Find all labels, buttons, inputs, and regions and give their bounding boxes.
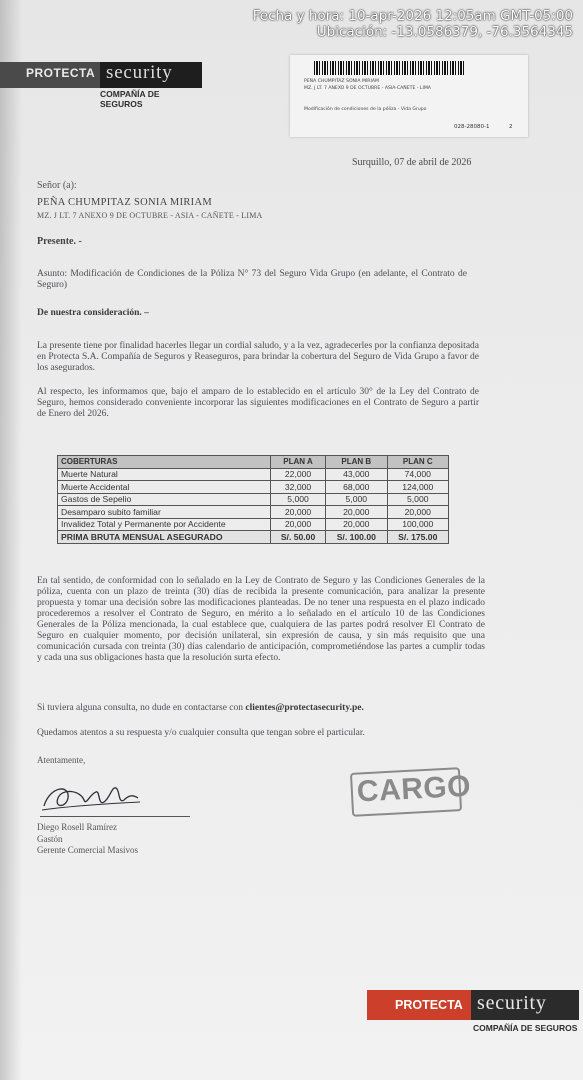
page-shadow: [0, 0, 22, 1080]
plan-a-value: 32,000: [271, 481, 326, 494]
table-row: [58, 468, 449, 481]
coverage-name: Desamparo subito familiar: [58, 506, 271, 519]
signer-role-1: Gastón: [37, 833, 63, 844]
company-logo-header: [0, 62, 202, 109]
coverage-name: Muerte Accidental: [58, 481, 271, 494]
table-row: [58, 493, 449, 506]
signature-line: [40, 816, 190, 817]
table-row: [58, 506, 449, 519]
coverage-name: Muerte Natural: [58, 468, 271, 481]
premium-plan-b: S/. 100.00: [326, 531, 387, 544]
sticker-num: 2: [509, 124, 513, 130]
footer-logo-subtitle: COMPAÑÍA DE SEGUROS: [473, 1023, 578, 1033]
plan-c-value: 74,000: [387, 468, 448, 481]
plan-b-value: 5,000: [326, 493, 387, 506]
letter-date: Surquillo, 07 de abril de 2026: [352, 157, 472, 168]
sticker-code: 028-28080-1: [454, 124, 490, 130]
table-row: [58, 481, 449, 494]
plan-b-value: 20,000: [326, 506, 387, 519]
closing-text: Atentamente,: [37, 755, 86, 765]
total-label: PRIMA BRUTA MENSUAL ASEGURADO: [58, 531, 271, 544]
logo-protecta-text: PROTECTA: [26, 66, 96, 80]
contact-email-link[interactable]: clientes@protectasecurity.pe.: [245, 703, 364, 713]
coverage-table: [57, 455, 449, 544]
plan-b-value: 20,000: [326, 518, 387, 531]
coverage-name: Gastos de Sepelio: [58, 493, 271, 506]
cargo-stamp: [350, 767, 472, 817]
plan-a-value: 5,000: [271, 493, 326, 506]
plan-c-value: 20,000: [387, 506, 448, 519]
sticker-line1: PEÑA CHUMPITAZ SONIA MIRIAM: [304, 79, 379, 84]
table-total-row: [58, 531, 449, 544]
signer-name: Diego Rosell Ramírez: [37, 822, 117, 832]
signer-block: [37, 822, 138, 857]
coverage-name: Invalidez Total y Permanente por Accidente: [58, 518, 271, 531]
plan-a-value: 22,000: [271, 468, 326, 481]
footer-logo-protecta-text: PROTECTA: [395, 998, 463, 1012]
logo-security-text: security: [106, 62, 173, 83]
contact-text: Si tuviera alguna consulta, no dude en contactarse con: [37, 703, 246, 713]
footer-logo-security-text: security: [477, 992, 547, 1014]
photo-timestamp-overlay: [253, 8, 573, 40]
addressee-name: PEÑA CHUMPITAZ SONIA MIRIAM: [37, 197, 212, 208]
plan-c-value: 124,000: [387, 481, 448, 494]
salutation: De nuestra consideración. –: [37, 308, 149, 318]
paragraph-4: [37, 703, 467, 714]
paragraph-3: En tal sentido, de conformidad con lo señalado en la Ley de Contrato de Seguro y las Condiciones Generales de la póliza, cuenta con un plazo de treinta (30) días de recibida la presente comunicación, para analizar la presente propuesta y tomar una decisión sobre las modificaciones planteadas. De no tener una respuesta en el plazo indicado procederemos a resolver el Contrato de Seguro, en mérito a lo señalado en el artículo 10 de las Condiciones Generales de la Póliza mencionada, la cual establece que, cualquiera de las partes podrá resolver El Contrato de Seguro en cualquier momento, por decisión unilateral, sin expresión de causa, y sin más requisito que una comunicación cursada con treinta (30) días calendario de anticipación, comprometiéndose las partes a cumplir todas y cada una sus obligaciones hasta que la resolución surta efecto.: [37, 576, 485, 663]
header-plan-c: PLAN C: [387, 456, 448, 469]
logo-subtitle: COMPAÑÍA DE SEGUROS: [100, 89, 160, 109]
barcode-icon: [314, 61, 464, 75]
header-coberturas: COBERTURAS: [58, 456, 271, 469]
plan-c-value: 100,000: [387, 518, 448, 531]
datetime-text: Fecha y hora: 10-apr-2026 12:05am GMT-05:00: [252, 8, 573, 24]
table-header-row: [58, 456, 449, 469]
sticker-line2: MZ. J LT. 7 ANEXO 9 DE OCTUBRE - ASIA-CAÑETE - LIMA: [304, 86, 431, 91]
mailing-label-sticker: [290, 55, 528, 137]
header-plan-a: PLAN A: [271, 456, 326, 469]
signature-icon: [40, 776, 150, 816]
stamp-text: CARGO: [356, 769, 472, 809]
plan-a-value: 20,000: [271, 518, 326, 531]
table-row: [58, 518, 449, 531]
company-logo-footer: [367, 990, 579, 1036]
greeting: Presente. -: [37, 236, 82, 247]
paragraph-5: Quedamos atentos a su respuesta y/o cualquier consulta que tengan sobre el particular.: [37, 728, 365, 738]
plan-b-value: 43,000: [326, 468, 387, 481]
subject-line: Asunto: Modificación de Condiciones de la Póliza N° 73 del Seguro Vida Grupo (en adelante, el Contrato de Seguro): [37, 269, 467, 290]
header-plan-b: PLAN B: [326, 456, 387, 469]
premium-plan-c: S/. 175.00: [387, 531, 448, 544]
location-text: Ubicación: -13.0586379, -76.3564345: [316, 24, 573, 40]
premium-plan-a: S/. 50.00: [271, 531, 326, 544]
addressee-address: MZ. J LT. 7 ANEXO 9 DE OCTUBRE - ASIA - CAÑETE - LIMA: [37, 211, 263, 220]
paragraph-2: Al respecto, les informamos que, bajo el amparo de lo establecido en el artículo 30° de la Ley del Contrato de Seguro, hemos considerado conveniente incorporar las siguientes modificaciones en el Contrato de Seguro a partir de Enero del 2026.: [37, 387, 479, 419]
plan-b-value: 68,000: [326, 481, 387, 494]
plan-c-value: 5,000: [387, 493, 448, 506]
paragraph-1: La presente tiene por finalidad hacerles llegar un cordial saludo, y a la vez, agradecerles por la confianza depositada en Protecta S.A. Compañía de Seguros y Reaseguros, para brindar la cobertura del Seguro de Vida Grupo a favor de los asegurados.: [37, 341, 479, 373]
sticker-line3: Modificación de condiciones de la póliza - Vida Grupo: [304, 107, 427, 112]
plan-a-value: 20,000: [271, 506, 326, 519]
signer-role-2: Gerente Comercial Masivos: [37, 845, 138, 855]
addressee-label: Señor (a):: [37, 180, 77, 191]
